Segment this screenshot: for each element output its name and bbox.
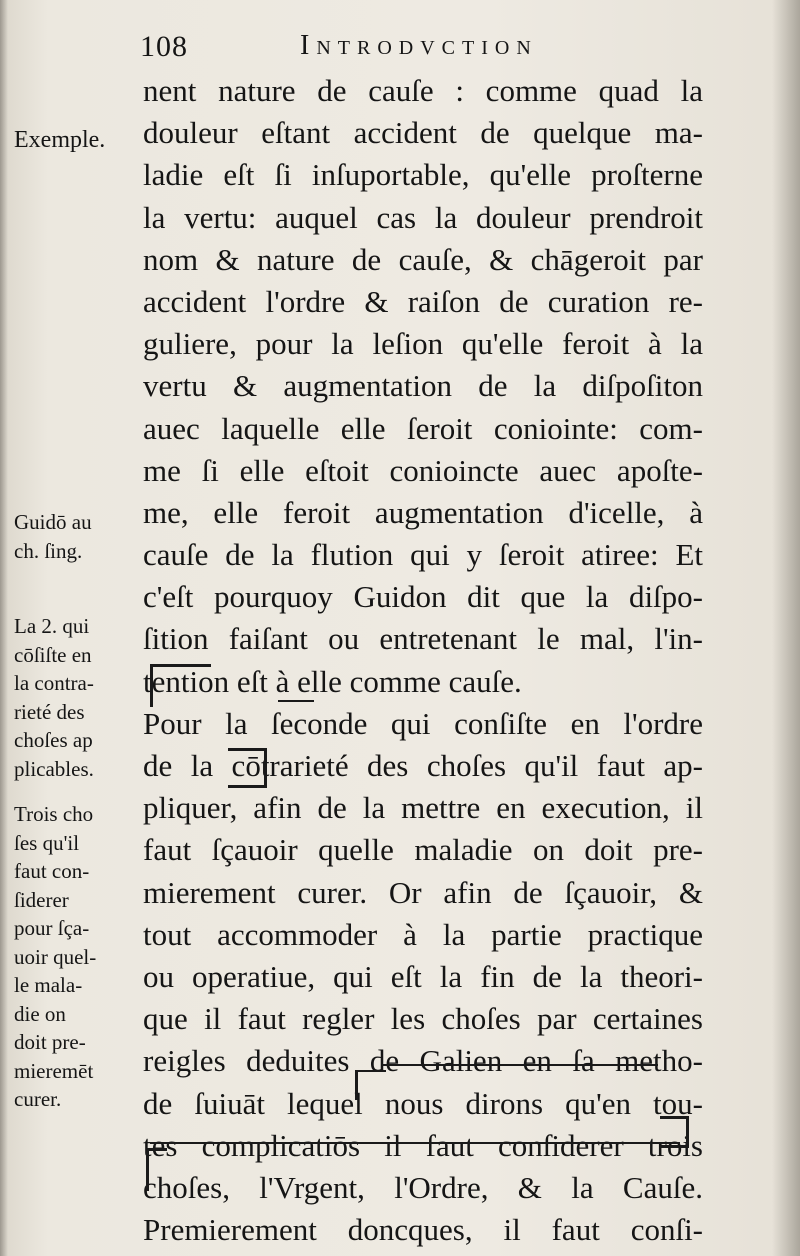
body-text — [143, 70, 703, 1251]
text-line: mierement curer. Or afin de ſçauoir, & — [143, 874, 703, 910]
margin-note-la-seconde: La 2. qui cōſiſte en la contra- rieté des choſes ap plicables. — [14, 614, 94, 781]
text-line: nent nature de cauſe : comme quad la — [143, 73, 703, 108]
ink-bracket-close — [660, 1116, 689, 1148]
ink-bracket-open — [355, 1070, 386, 1100]
ink-underline — [150, 1142, 680, 1144]
text-line: faut ſçauoir quelle maladie on doit pre- — [143, 832, 703, 868]
text-line: auec laquelle elle ſeroit coniointe: com- — [143, 410, 703, 446]
running-head — [140, 30, 700, 74]
margin-note-guido: Guidō au ch. ſing. — [14, 510, 92, 563]
text-line: me, elle feroit augmentation d'icelle, à — [143, 494, 703, 530]
text-line: ou operatiue, qui eſt la fin de la theori- — [143, 958, 703, 994]
text-line: accident l'ordre & raiſon de curation re- — [143, 283, 703, 319]
text-line: tes complicatiōs il faut conſiderer trois — [143, 1127, 703, 1163]
margin-note-exemple: Exemple. — [14, 127, 106, 153]
text-line: cauſe de la flution qui y ſeroit atiree: Et — [143, 537, 703, 573]
text-line: reigles deduites de Galien en ſa metho- — [143, 1043, 703, 1079]
ink-bracket-close — [228, 748, 267, 788]
text-line: ladie eſt ſi inſuportable, qu'elle proſterne — [143, 157, 703, 193]
margin-note-trois-choses: Trois cho ſes qu'il faut con- ſiderer pour ſça- uoir quel- le mala- die on doit pre- mieremēt curer. — [14, 802, 97, 1111]
text-line: ſition faiſant ou entretenant le mal, l'in- — [143, 621, 703, 657]
text-line: choſes, l'Vrgent, l'Ordre, & la Cauſe. — [143, 1169, 703, 1205]
text-line: tention eſt à elle comme cauſe. — [143, 663, 522, 699]
text-line: c'eſt pourquoy Guidon dit que la diſpo- — [143, 579, 703, 615]
gutter-shadow — [772, 0, 800, 1256]
page-edge-shadow — [0, 0, 8, 1256]
text-line: Premierement doncques, il faut conſi- — [143, 1212, 703, 1248]
text-line: vertu & augmentation de la diſpoſiton — [143, 368, 703, 404]
ink-bracket-open — [150, 664, 211, 707]
text-line: que il faut regler les choſes par certaines — [143, 1001, 703, 1037]
page-number: 108 — [140, 30, 188, 63]
text-line: me ſi elle eſtoit conioincte auec apoſte- — [143, 452, 703, 488]
text-line: de la cōtrarieté des choſes qu'il faut ap- — [143, 748, 703, 783]
text-line: nom & nature de cauſe, & chāgeroit par — [143, 241, 703, 277]
text-line: guliere, pour la leſion qu'elle feroit à la — [143, 326, 703, 362]
ink-underline — [278, 700, 314, 702]
running-head-title: Introdvction — [300, 30, 538, 61]
text-line: tout accommoder à la partie practique — [143, 916, 703, 952]
text-line: de ſuiuāt lequel nous dirons qu'en tou- — [143, 1085, 703, 1121]
text-line: pliquer, afin de la mettre en execution, il — [143, 790, 703, 826]
ink-underline — [382, 1064, 658, 1066]
text-line: la vertu: auquel cas la douleur prendroit — [143, 199, 703, 235]
ink-bracket-open — [146, 1148, 167, 1191]
text-line: douleur eſtant accident de quelque ma- — [143, 115, 703, 151]
text-line: Pour la ſeconde qui conſiſte en l'ordre — [143, 705, 703, 741]
